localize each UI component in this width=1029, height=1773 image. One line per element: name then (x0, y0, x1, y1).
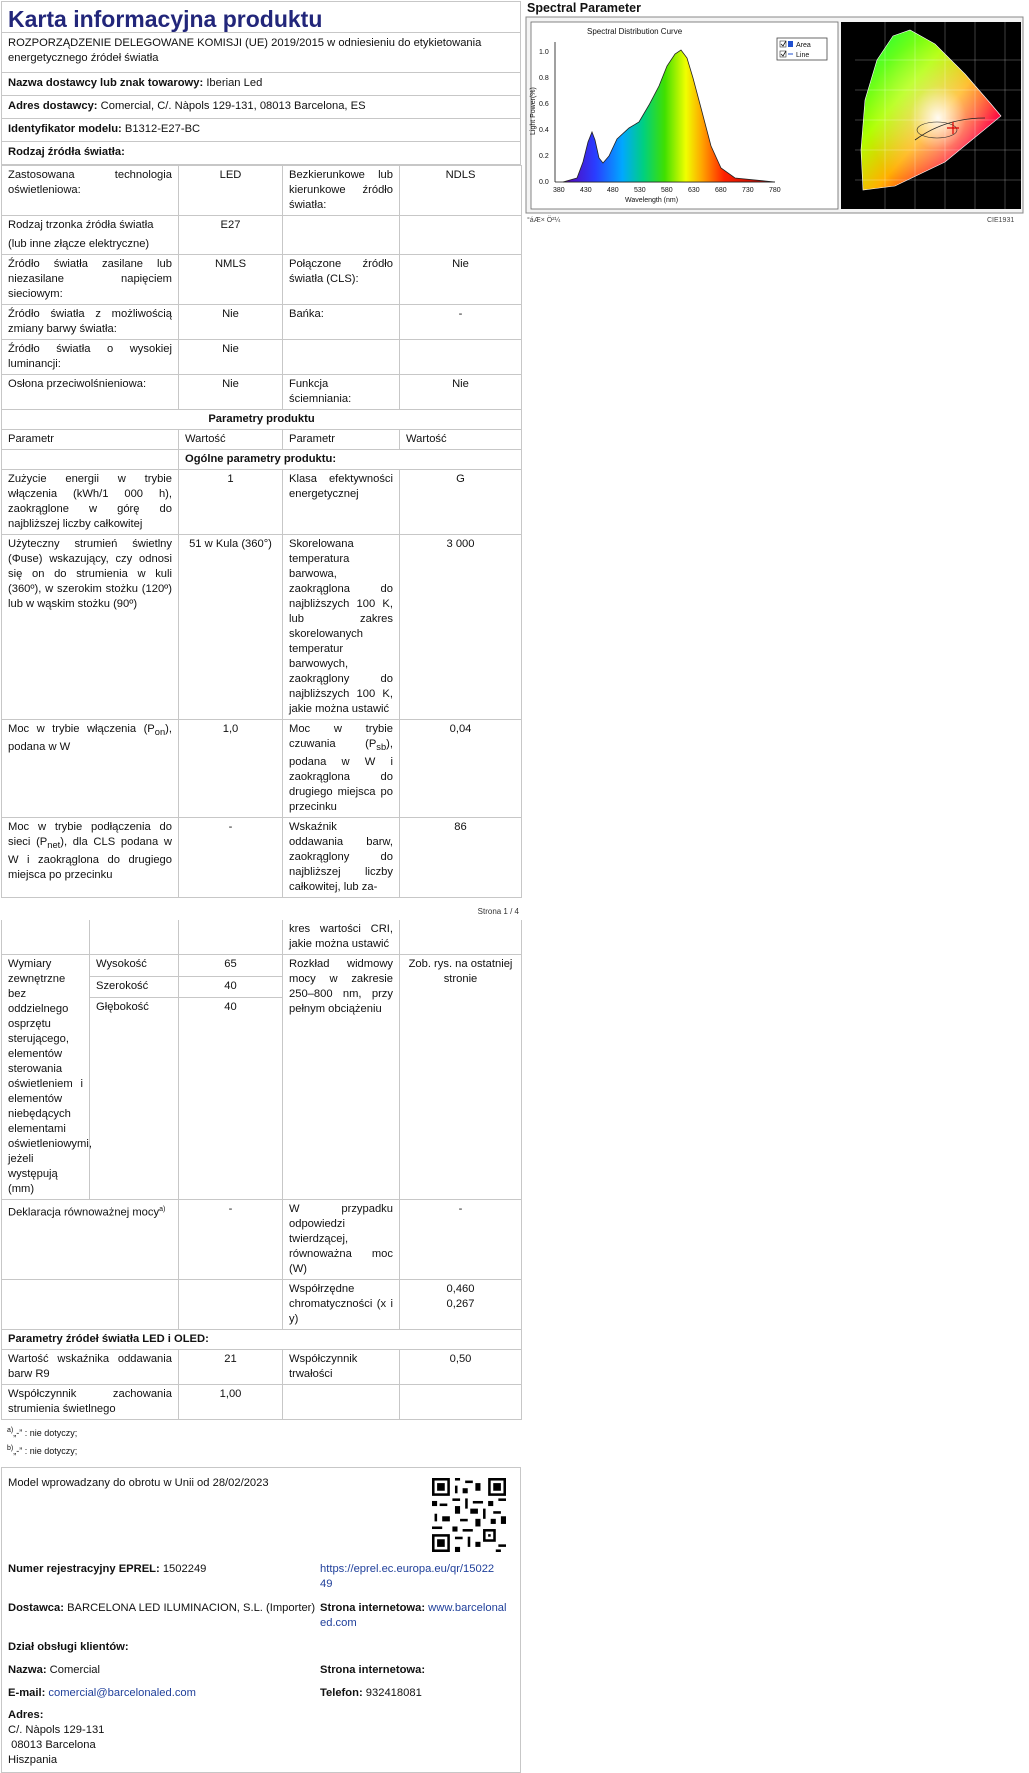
table-row: Współczynnik zachowania strumienia świetlnego 1,00 (2, 1385, 522, 1420)
x-tick-label: 730 (742, 187, 754, 194)
bottom-right-label: CIE1931 (987, 217, 1015, 224)
website-row: Strona internetowa: www.barcelonaled.com (320, 1602, 507, 1630)
table-row: Głębokość 40 (2, 997, 522, 1199)
footnote-b: $^{b)}$„-” : nie dotyczy; (7, 1445, 78, 1457)
customer-service-header: Dział obsługi klientów: (8, 1641, 129, 1654)
y-axis-label: Light Power(%) (530, 87, 537, 135)
y-tick-label: 0.8 (539, 75, 549, 82)
x-tick-label: 780 (769, 187, 781, 194)
table-row: Źródło światła o wysokiej luminancji: Nie (2, 340, 522, 375)
table-row: Moc w trybie włączenia $(P_{on})$, podana w W 1,0 Moc w trybie czuwania $(P_{sb})$, podana w W i zaokrąglona do drugiego miejsca po przecinku 0,04 (2, 720, 522, 818)
x-tick-label: 380 (553, 187, 565, 194)
parameters-table-page1 (1, 165, 522, 898)
table-row: Wartość wskaźnika oddawania barw R9 21 Współczynnik trwałości 0,50 (2, 1350, 522, 1385)
address-value: Comercial, C/. Nàpols 129-131, 08013 Barcelona, ES (100, 100, 366, 112)
y-tick-label: 0.6 (539, 101, 549, 108)
table-row: Zastosowana technologia oświetleniowa: LED Bezkierunkowe lub kierunkowe źródło światła: NDLS (2, 166, 522, 216)
cs-website-label: Strona internetowa: (320, 1664, 426, 1677)
website-link[interactable]: www.barcelonaled.com (320, 1602, 507, 1630)
table-row: Źródło światła z możliwością zmiany barwy światła: Nie Bańka: - (2, 305, 522, 340)
table-row: kres wartości CRI, jakie można ustawić (2, 920, 522, 955)
parameters-table-page2 (1, 920, 522, 1420)
x-tick-label: 580 (661, 187, 673, 194)
table-row: Deklaracja równoważnej mocy$^{a)}$ - W przypadku odpowiedzi twierdzącej, równoważna moc (W) - (2, 1200, 522, 1280)
source-type-label: Rodzaj źródła światła: (1, 142, 521, 165)
cs-email-row: E-mail: comercial@barcelonaled.com (8, 1687, 196, 1700)
general-header: Ogólne parametry produktu: (179, 450, 522, 470)
address-row (1, 96, 521, 119)
cs-phone-row: Telefon: 932418081 (320, 1687, 422, 1700)
supplier-value: Iberian Led (206, 77, 263, 89)
x-tick-label: 530 (634, 187, 646, 194)
regulation-text: ROZPORZĄDZENIE DELEGOWANE KOMISJI (UE) 2019/2015 w odniesieniu do etykietowania energetycznego źródeł światła (1, 33, 521, 73)
params-header: Parametry produktu (2, 410, 522, 430)
x-tick-label: 480 (607, 187, 619, 194)
eprel-link[interactable]: https://eprel.ec.europa.eu/qr/1502249 (320, 1563, 495, 1591)
market-date: Model wprowadzany do obrotu w Unii od 28/02/2023 (8, 1477, 269, 1490)
model-label: Identyfikator modelu: (8, 123, 122, 135)
supplier-info-box (1, 1467, 521, 1773)
cs-name-row: Nazwa: Comercial (8, 1664, 101, 1677)
page-title: Karta informacyjna produktu (1, 1, 521, 33)
x-tick-label: 680 (715, 187, 727, 194)
email-link[interactable]: comercial@barcelonaled.com (48, 1687, 196, 1700)
spectral-title: Spectral Parameter (527, 1, 641, 15)
x-tick-label: 630 (688, 187, 700, 194)
table-row: Rodzaj trzonka źródła światła (lub inne złącze elektryczne) E27 (2, 216, 522, 255)
table-row: Osłona przeciwolśnieniowa: Nie Funkcja ściemniania: Nie (2, 375, 522, 410)
spectral-figure (525, 0, 1025, 225)
supplier-label: Nazwa dostawcy lub znak towarowy: (8, 77, 204, 89)
page-break (1, 898, 521, 920)
qr-code-icon[interactable] (432, 1478, 506, 1552)
x-axis-label: Wavelength (nm) (625, 197, 679, 204)
y-tick-label: 1.0 (539, 49, 549, 56)
legend-line-label: Line (796, 52, 810, 59)
footnote-a: $^{a)}$„-” : nie dotyczy; (7, 1427, 78, 1439)
page-number: Strona 1 / 4 (477, 907, 519, 917)
y-tick-label: 0.4 (539, 127, 549, 134)
spectral-parameter-panel (525, 0, 1025, 225)
led-header: Parametry źródeł światła LED i OLED: (2, 1330, 522, 1350)
eprel-row: Numer rejestracyjny EPREL: 1502249 (8, 1563, 207, 1576)
y-tick-label: 0.0 (539, 179, 549, 186)
bottom-left-label: °áÆ× Ö²¼ (527, 217, 561, 224)
x-tick-label: 430 (580, 187, 592, 194)
table-row: Wymiary zewnętrzne bez oddzielnego osprzętu sterującego, elementów sterowania oświetleniem i elementów niebędących elementami oświetleniowymi, jeżeli występują (mm) Wysokość 65 Rozkład widmowy mocy w zakresie 250–800 nm, przy pełnym obciążeniu Zob. rys. na ostatniej stronie (2, 955, 522, 976)
x-ticks (553, 187, 781, 194)
cs-address: Adres: C/. Nàpols 129-131 08013 Barcelona Hiszpania (8, 1709, 105, 1767)
table-row: Moc w trybie podłączenia do sieci $(P_{net})$, dla CLS podana w W i zaokrąglona do drugiego miejsca po przecinku - Wskaźnik oddawania barw, zaokrąglony do najbliższej liczby całkowitej, lub za- 86 (2, 818, 522, 898)
product-information-sheet (1, 1, 521, 1773)
model-row (1, 119, 521, 142)
address-label: Adres dostawcy: (8, 100, 98, 112)
table-row: Zużycie energii w trybie włączenia (kWh/1 000 h), zaokrąglone w górę do najbliższej liczby całkowitej 1 Klasa efektywności energetycznej G (2, 470, 522, 535)
table-header-row: Parametr Wartość Parametr Wartość (2, 430, 522, 450)
table-row: Współrzędne chromatyczności (x i y) 0,460 0,267 (2, 1280, 522, 1330)
model-value: B1312-E27-BC (124, 123, 201, 135)
table-row: Użyteczny strumień świetlny (Φuse) wskazujący, czy odnosi się on do strumienia w kuli (360º), w szerokim stożku (120º) lub w wąskim stożku (90º) 51 w Kula (360°) Skorelowana temperatura barwowa, zaokrąglona do najbliższych 100 K, lub zakres skorelowanych temperatur barwowych, zaokrąglony do najbliższych 100 K, jakie można ustawić 3 000 (2, 535, 522, 720)
curve-title: Spectral Distribution Curve (587, 27, 683, 36)
supplier-row (1, 73, 521, 96)
legend-area-label: Area (796, 42, 811, 49)
y-tick-label: 0.2 (539, 153, 549, 160)
table-row: Szerokość 40 (2, 976, 522, 997)
supplier-row: Dostawca: BARCELONA LED ILUMINACION, S.L. (Importer) (8, 1602, 316, 1615)
table-row: Źródło światła zasilane lub niezasilane napięciem sieciowym: NMLS Połączone źródło światła (CLS): Nie (2, 255, 522, 305)
